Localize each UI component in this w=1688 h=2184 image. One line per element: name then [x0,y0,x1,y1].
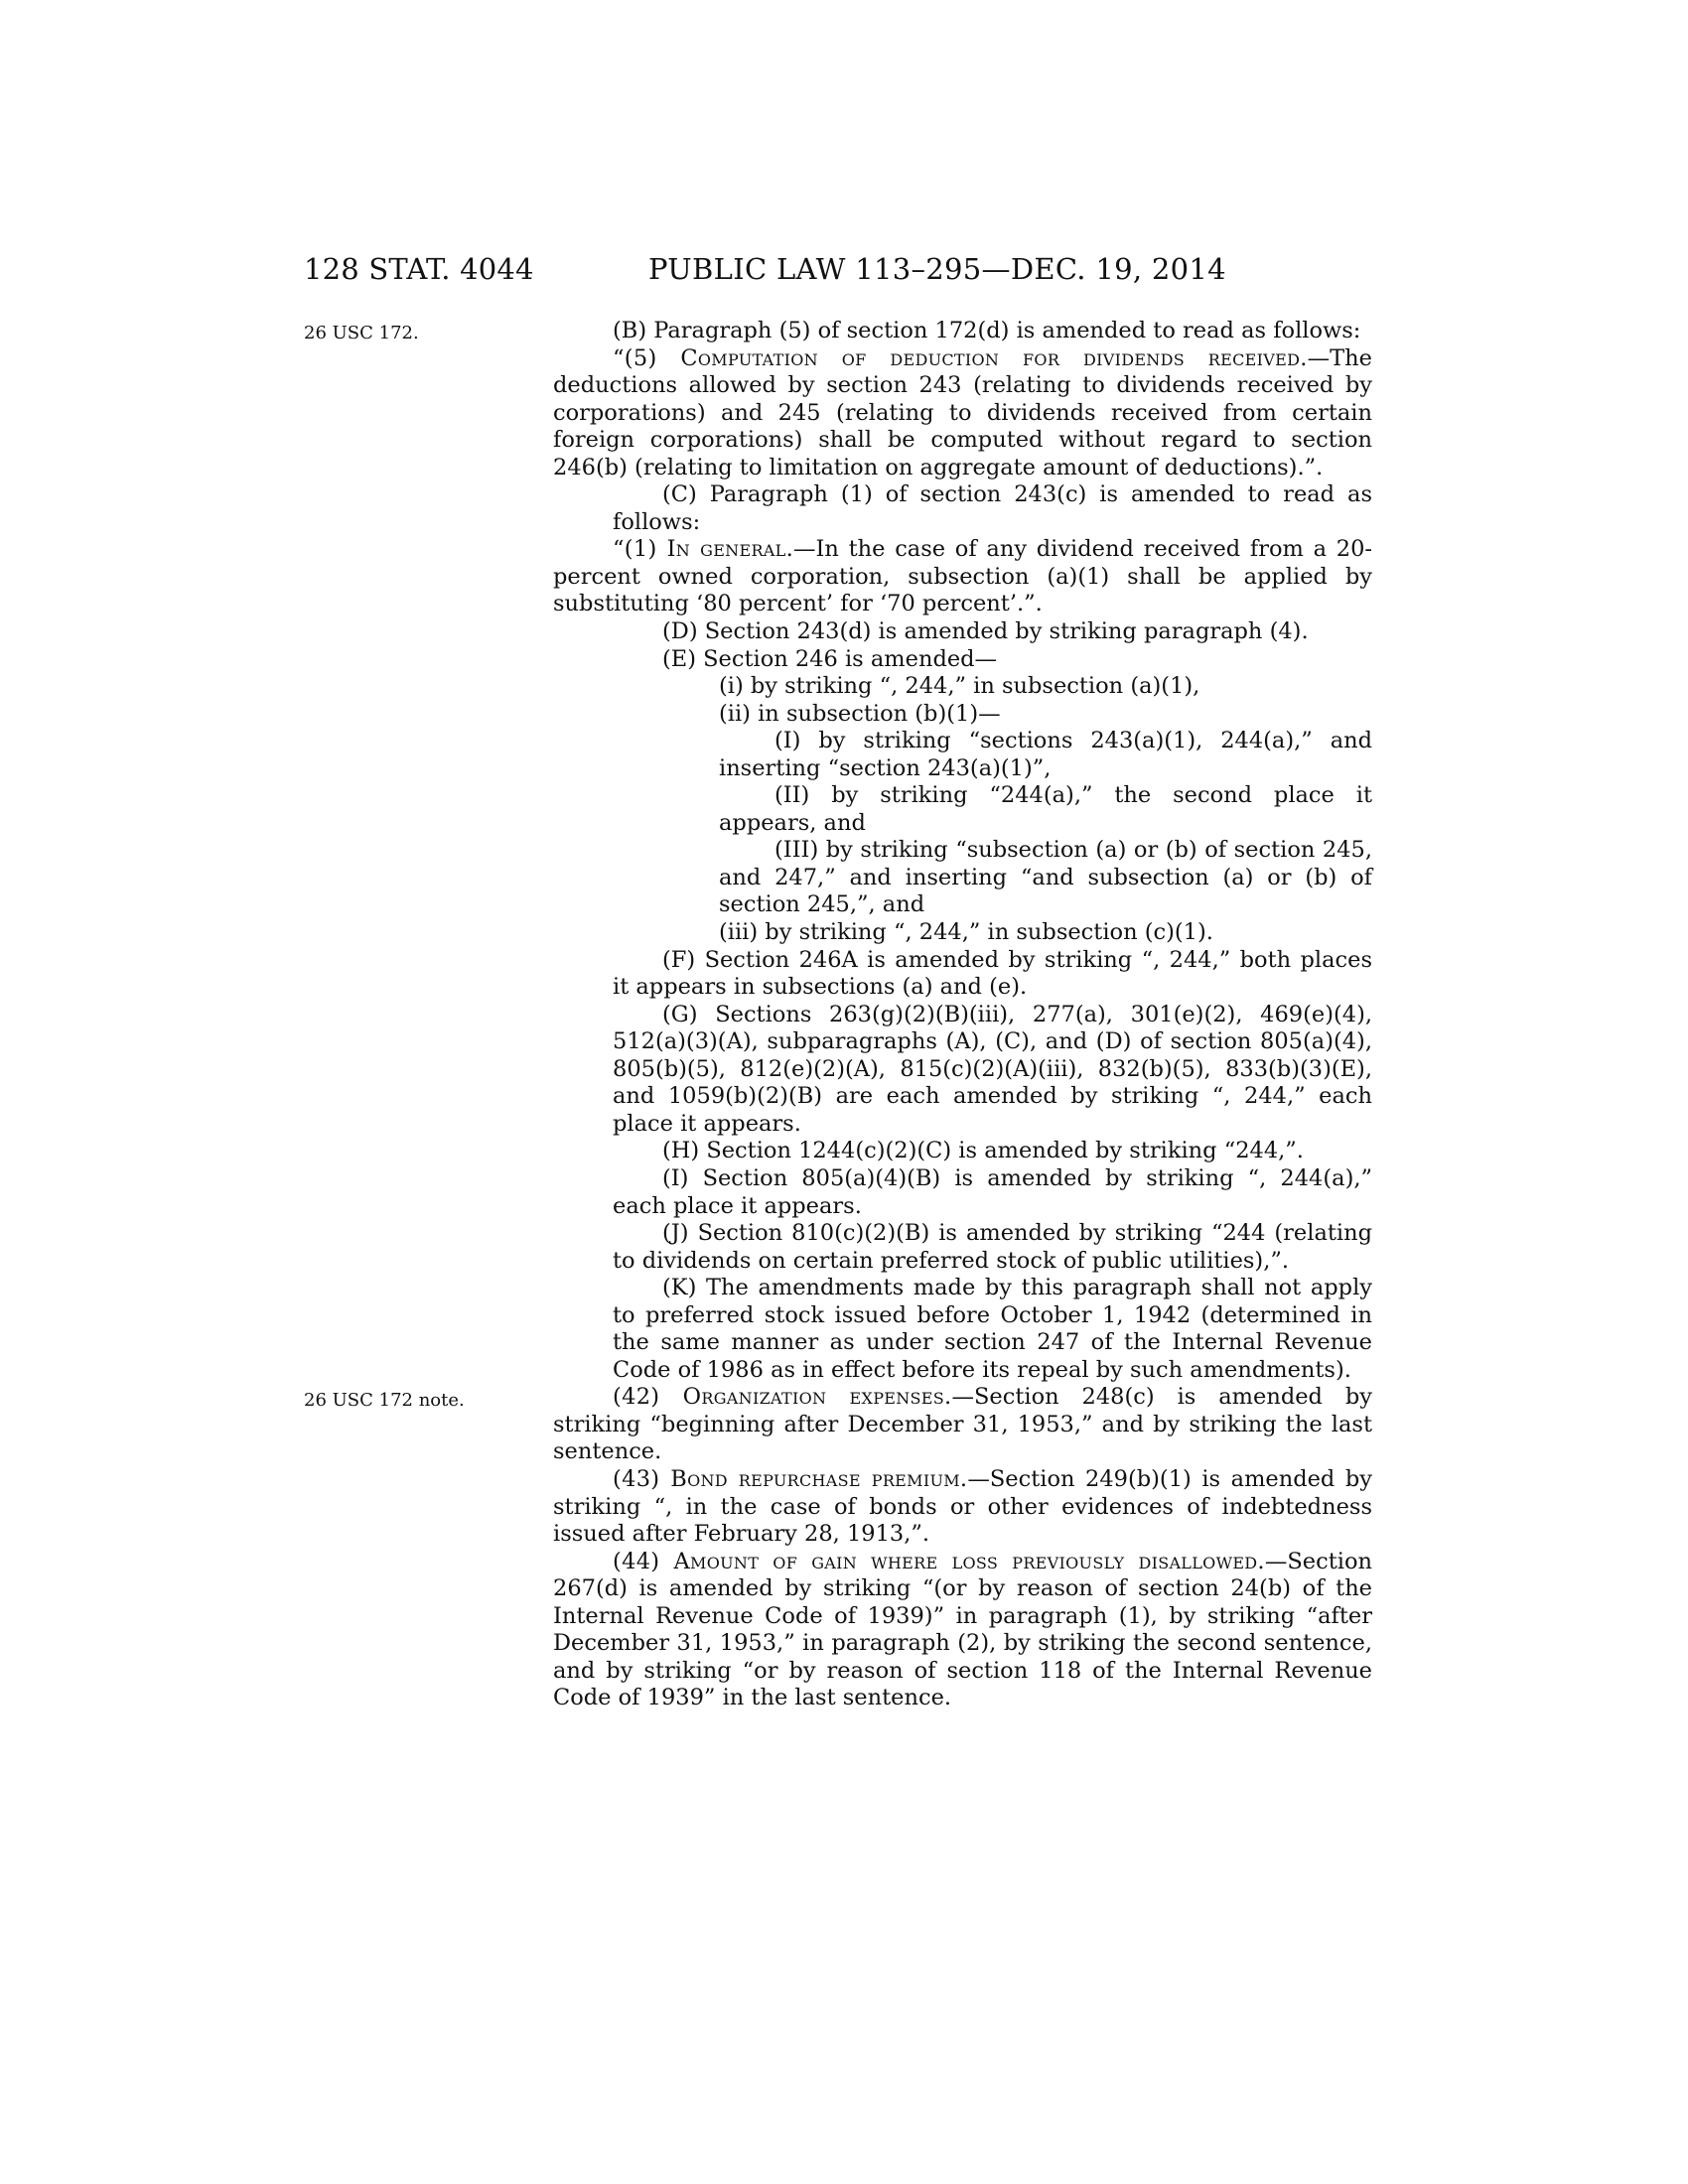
quoted-paragraph-5: “(5) Computation of deduction for dividends received.—The deductions allowed by section 243 (relating to dividends received by corporations) and 245 (relating to dividends received from certain foreign corporations) shall be computed without regard to section 246(b) (relating to limitation on aggregate amount of deductions).”. [553,344,1372,480]
subparagraph-k: (K) The amendments made by this paragraph shall not apply to preferred stock issued before October 1, 1942 (determined in the same manner as under section 247 of the Internal Revenue Code of 1986 as in effect before its repeal by such amendments). [613,1275,1372,1383]
subclause-e-ii-i: (I) by striking “sections 243(a)(1), 244(a),” and inserting “section 243(a)(1)”, [719,728,1372,781]
subparagraph-j: (J) Section 810(c)(2)(B) is amended by striking “244 (relating to dividends on certain preferred stock of public utilities),”. [613,1220,1372,1274]
subparagraph-i: (I) Section 805(a)(4)(B) is amended by striking “, 244(a),” each place it appears. [613,1164,1372,1219]
quoted-paragraph-1: “(1) In general.—In the case of any dividend received from a 20-percent owned corporation, subsection (a)(1) shall be applied by substituting ‘80 percent’ for ‘70 percent’.”. [553,536,1372,617]
paragraph-44: (44) Amount of gain where loss previously disallowed.—Section 267(d) is amended by striking “(or by reason of section 24(b) of the Internal Revenue Code of 1939)” in paragraph (1), by striking “after December 31, 1953,” in paragraph (2), by striking the second sentence, and by striking “or by reason of section 118 of the Internal Revenue Code of 1939” in the last sentence. [553,1548,1372,1711]
clause-e-ii: (ii) in subsection (b)(1)— [719,700,1001,727]
subparagraph-b: (B) Paragraph (5) of section 172(d) is amended to read as follows: [613,318,1361,343]
margin-note-usc-172: 26 USC 172. [304,323,419,343]
margin-note-usc-172-note: 26 USC 172 note. [304,1390,465,1411]
subparagraph-f: (F) Section 246A is amended by striking “, 244,” both places it appears in subsections (a) and (e). [613,946,1372,1001]
subparagraph-g: (G) Sections 263(g)(2)(B)(iii), 277(a), 301(e)(2), 469(e)(4), 512(a)(3)(A), subparagraphs (A), (C), and (D) of section 805(a)(4), 805(b)(5), 812(e)(2)(A), 815(c)(2)(A)(iii), 832(b)(5), 833(b)(3)(E), and 1059(b)(2)(B) are each amended by striking “, 244,” each place it appears. [613,1001,1372,1137]
paragraph-42: (42) Organization expenses.—Section 248(c) is amended by striking “beginning after December 31, 1953,” and by striking the last sentence. [553,1384,1372,1465]
page-title: PUBLIC LAW 113–295—DEC. 19, 2014 [648,252,1226,286]
statute-body [553,318,1372,1712]
subparagraph-e: (E) Section 246 is amended— [662,645,998,672]
subclause-e-ii-iii: (III) by striking “subsection (a) or (b) of section 245, and 247,” and inserting “and subsection (a) or (b) of section 245,”, and [719,837,1372,918]
clause-e-iii: (iii) by striking “, 244,” in subsection (c)(1). [719,919,1213,946]
paragraph-43: (43) Bond repurchase premium.—Section 249(b)(1) is amended by striking “, in the case of bonds or other evidences of indebtedness issued after February 28, 1913,”. [553,1465,1372,1548]
subparagraph-h: (H) Section 1244(c)(2)(C) is amended by striking “244,”. [662,1138,1304,1164]
clause-e-i: (i) by striking “, 244,” in subsection (a)(1), [719,673,1200,700]
subparagraph-c: (C) Paragraph (1) of section 243(c) is amended to read as follows: [613,481,1372,535]
stat-citation: 128 STAT. 4044 [304,252,534,286]
subparagraph-d: (D) Section 243(d) is amended by striking paragraph (4). [662,618,1309,645]
subclause-e-ii-ii: (II) by striking “244(a),” the second place it appears, and [719,782,1372,836]
